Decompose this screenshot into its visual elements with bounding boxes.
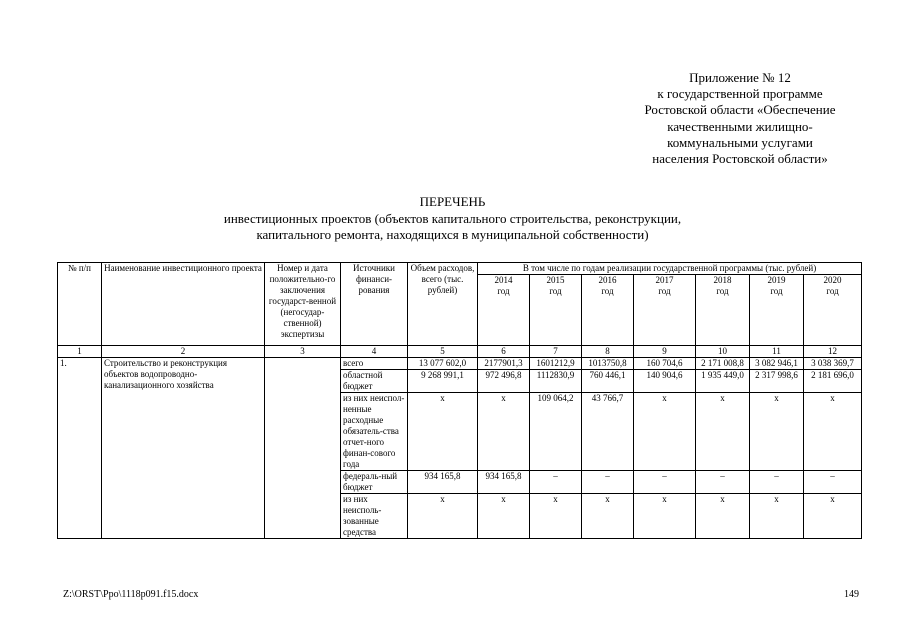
total-cell: х	[408, 393, 478, 471]
column-number-row	[58, 346, 862, 358]
column-number: 4	[341, 346, 408, 358]
header-year-2015	[530, 275, 582, 346]
year-value: 2017	[655, 275, 674, 285]
appendix-line: Ростовской области «Обеспечение	[644, 102, 836, 118]
header-conclusion: Номер и дата положительно-го заключения государст-венной (негосудар-ственной) экспертизы	[265, 263, 341, 346]
project-conclusion	[265, 358, 341, 539]
header-row	[58, 263, 862, 275]
year-cell: 1 935 449,0	[696, 370, 750, 393]
header-sources: Источники финанси-рования	[341, 263, 408, 346]
year-cell: 109 064,2	[530, 393, 582, 471]
year-suffix: год	[549, 286, 562, 296]
year-cell: 160 704,6	[634, 358, 696, 370]
source-cell: всего	[341, 358, 408, 370]
column-number: 3	[265, 346, 341, 358]
appendix-line: к государственной программе	[657, 86, 823, 102]
page-number: 149	[844, 589, 859, 600]
year-cell: х	[634, 393, 696, 471]
header-num: № п/п	[58, 263, 102, 346]
column-number: 8	[582, 346, 634, 358]
title-line-2: капитального ремонта, находящихся в муниципальной собственности)	[256, 227, 649, 242]
footer-file-path: Z:\ORST\Ppo\1118p091.f15.docx	[63, 589, 199, 600]
year-cell: –	[634, 471, 696, 494]
year-cell: х	[696, 494, 750, 539]
year-cell: 3 082 946,1	[750, 358, 804, 370]
header-year-2019	[750, 275, 804, 346]
header-year-2020	[804, 275, 862, 346]
year-cell: х	[582, 494, 634, 539]
year-suffix: год	[770, 286, 783, 296]
column-number: 10	[696, 346, 750, 358]
year-cell: 140 904,6	[634, 370, 696, 393]
year-value: 2016	[598, 275, 617, 285]
total-cell: 934 165,8	[408, 471, 478, 494]
year-suffix: год	[658, 286, 671, 296]
year-cell: х	[478, 393, 530, 471]
year-value: 2020	[823, 275, 842, 285]
header-year-2014	[478, 275, 530, 346]
total-cell: х	[408, 494, 478, 539]
appendix-line: Приложение № 12	[689, 70, 791, 85]
year-value: 2019	[767, 275, 786, 285]
appendix-caption	[600, 70, 880, 167]
header-volume: Объем расходов, всего (тыс. рублей)	[408, 263, 478, 346]
year-cell: х	[804, 393, 862, 471]
year-cell: 2177901,3	[478, 358, 530, 370]
column-number: 7	[530, 346, 582, 358]
year-cell: 934 165,8	[478, 471, 530, 494]
column-number: 2	[102, 346, 265, 358]
year-cell: х	[530, 494, 582, 539]
title-heading: ПЕРЕЧЕНЬ	[419, 194, 486, 209]
year-suffix: год	[497, 286, 510, 296]
header-year-2017	[634, 275, 696, 346]
year-suffix: год	[716, 286, 729, 296]
year-value: 2015	[546, 275, 565, 285]
year-value: 2018	[713, 275, 732, 285]
column-number: 1	[58, 346, 102, 358]
source-cell: областной бюджет	[341, 370, 408, 393]
year-cell: –	[804, 471, 862, 494]
year-cell: 2 317 998,6	[750, 370, 804, 393]
year-cell: 972 496,8	[478, 370, 530, 393]
column-number: 11	[750, 346, 804, 358]
appendix-line: коммунальными услугами	[667, 134, 813, 150]
year-cell: –	[530, 471, 582, 494]
project-name: Строительство и реконструкция объектов водопроводно-канализационного хозяйства	[102, 358, 265, 539]
year-cell: х	[750, 494, 804, 539]
year-cell: 1601212,9	[530, 358, 582, 370]
year-cell: –	[582, 471, 634, 494]
year-cell: х	[634, 494, 696, 539]
year-suffix: год	[601, 286, 614, 296]
column-number: 9	[634, 346, 696, 358]
column-number: 12	[804, 346, 862, 358]
year-cell: х	[696, 393, 750, 471]
source-cell: из них неисполь-зованные средства	[341, 494, 408, 539]
appendix-line: населения Ростовской области»	[652, 151, 828, 167]
project-num: 1.	[58, 358, 102, 539]
source-cell: из них неиспол-ненные расходные обязатель-ства отчет-ного финан-сового года	[341, 393, 408, 471]
year-cell: –	[750, 471, 804, 494]
year-cell: х	[804, 494, 862, 539]
header-year-2016	[582, 275, 634, 346]
appendix-line: качественными жилищно-	[667, 118, 813, 134]
year-value: 2014	[494, 275, 513, 285]
source-cell: федераль-ный бюджет	[341, 471, 408, 494]
header-name: Наименование инвестиционного проекта	[102, 263, 265, 346]
header-year-2018	[696, 275, 750, 346]
year-cell: 2 171 008,8	[696, 358, 750, 370]
total-cell: 9 268 991,1	[408, 370, 478, 393]
year-cell: 2 181 696,0	[804, 370, 862, 393]
document-title	[0, 194, 905, 244]
year-cell: 43 766,7	[582, 393, 634, 471]
year-cell: 1013750,8	[582, 358, 634, 370]
year-cell: 3 038 369,7	[804, 358, 862, 370]
total-cell: 13 077 602,0	[408, 358, 478, 370]
year-cell: х	[478, 494, 530, 539]
column-number: 5	[408, 346, 478, 358]
year-cell: 760 446,1	[582, 370, 634, 393]
table-row-total	[58, 358, 862, 370]
investment-projects-table	[57, 262, 862, 539]
header-by-years: В том числе по годам реализации государственной программы (тыс. рублей)	[478, 263, 862, 275]
year-cell: 1112830,9	[530, 370, 582, 393]
title-line-1: инвестиционных проектов (объектов капитального строительства, реконструкции,	[223, 210, 682, 226]
year-suffix: год	[826, 286, 839, 296]
year-cell: –	[696, 471, 750, 494]
year-cell: х	[750, 393, 804, 471]
column-number: 6	[478, 346, 530, 358]
